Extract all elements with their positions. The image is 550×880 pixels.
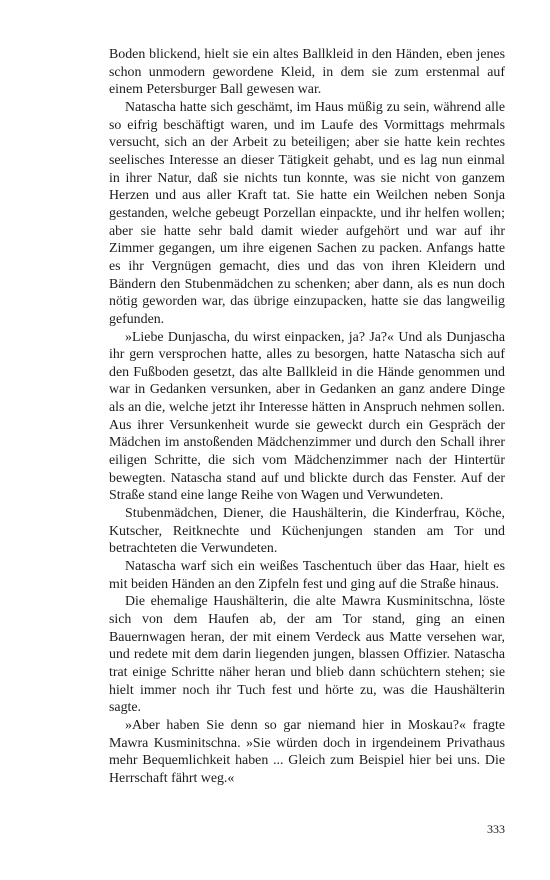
body-text [109, 46, 505, 788]
paragraph: Natascha warf sich ein weißes Taschentuch über das Haar, hielt es mit beiden Händen an den Zipfeln fest und ging auf die Straße hinaus. [109, 559, 505, 592]
paragraph: »Liebe Dunjascha, du wirst einpacken, ja? Ja?« Und als Dunjascha ihr gern versprochen hatte, alles zu besorgen, hatte Natascha sich auf den Fußboden gesetzt, das alte Ballkleid in die Hände genommen und war in Gedanken versunken, aber in Gedanken an ganz andere Dinge als an die, welche jetzt ihr Interesse hätten in Anspruch nehmen sollen. Aus ihrer Versunkenheit wurde sie geweckt durch ein Gespräch der Mädchen im anstoßenden Mädchenzimmer und durch den Schall ihrer eiligen Schritte, die sich vom Mädchenzimmer nach der Hintertür bewegten. Natascha stand auf und blickte durch das Fenster. Auf der Straße stand eine lange Reihe von Wagen und Verwundeten. [109, 329, 505, 504]
paragraph: »Aber haben Sie denn so gar niemand hier in Moskau?« fragte Mawra Kusminitschna. »Sie würden doch in irgendeinem Privathaus mehr Bequemlichkeit haben ... Gleich zum Beispiel hier bei uns. Die Herrschaft fährt weg.« [109, 717, 505, 786]
paragraph: Boden blickend, hielt sie ein altes Ballkleid in den Händen, eben jenes schon unmodern gewordene Kleid, in dem sie zum erstenmal auf einem Petersburger Ball gewesen war. [109, 47, 505, 98]
page-number: 333 [487, 822, 505, 836]
paragraph: Natascha hatte sich geschämt, im Haus müßig zu sein, während alle so eifrig beschäftigt waren, und im Laufe des Vormittags mehrmals versucht, sich an der Arbeit zu beteiligen; aber sie hatte kein rechtes seelisches Interesse an dieser Tätigkeit gehabt, und es lag nun einmal in ihrer Natur, daß sie nichts tun konnte, was sie nicht von ganzem Herzen und aus aller Kraft tat. Sie hatte ein Weilchen neben Sonja gestanden, welche gebeugt Porzellan einpackte, und ihr helfen wollen; aber sie hatte sehr bald damit wieder aufgehört und war auf ihr Zimmer gegangen, um ihre eigenen Sachen zu packen. Anfangs hatte es ihr Vergnügen gemacht, dies und das von ihren Kleidern und Bändern den Stubenmädchen zu schenken; aber dann, als es nun doch nötig geworden war, das übrige einzupacken, hatte sie das langweilig gefunden. [109, 99, 505, 327]
paragraph: Stubenmädchen, Diener, die Haushälterin, die Kinderfrau, Köche, Kutscher, Reitknechte und Küchenjungen standen am Tor und betrachteten die Verwundeten. [109, 506, 505, 557]
paragraph: Die ehemalige Haushälterin, die alte Mawra Kusminitschna, löste sich von dem Haufen ab, der am Tor stand, ging an einen Bauernwagen heran, der mit einem Verdeck aus Matte versehen war, und redete mit dem darin liegenden jungen, blassen Offizier. Natascha trat einige Schritte näher heran und blieb dann schüchtern stehen; sie hielt immer noch ihr Tuch fest und hörte zu, was die Haushälterin sagte. [109, 594, 505, 716]
